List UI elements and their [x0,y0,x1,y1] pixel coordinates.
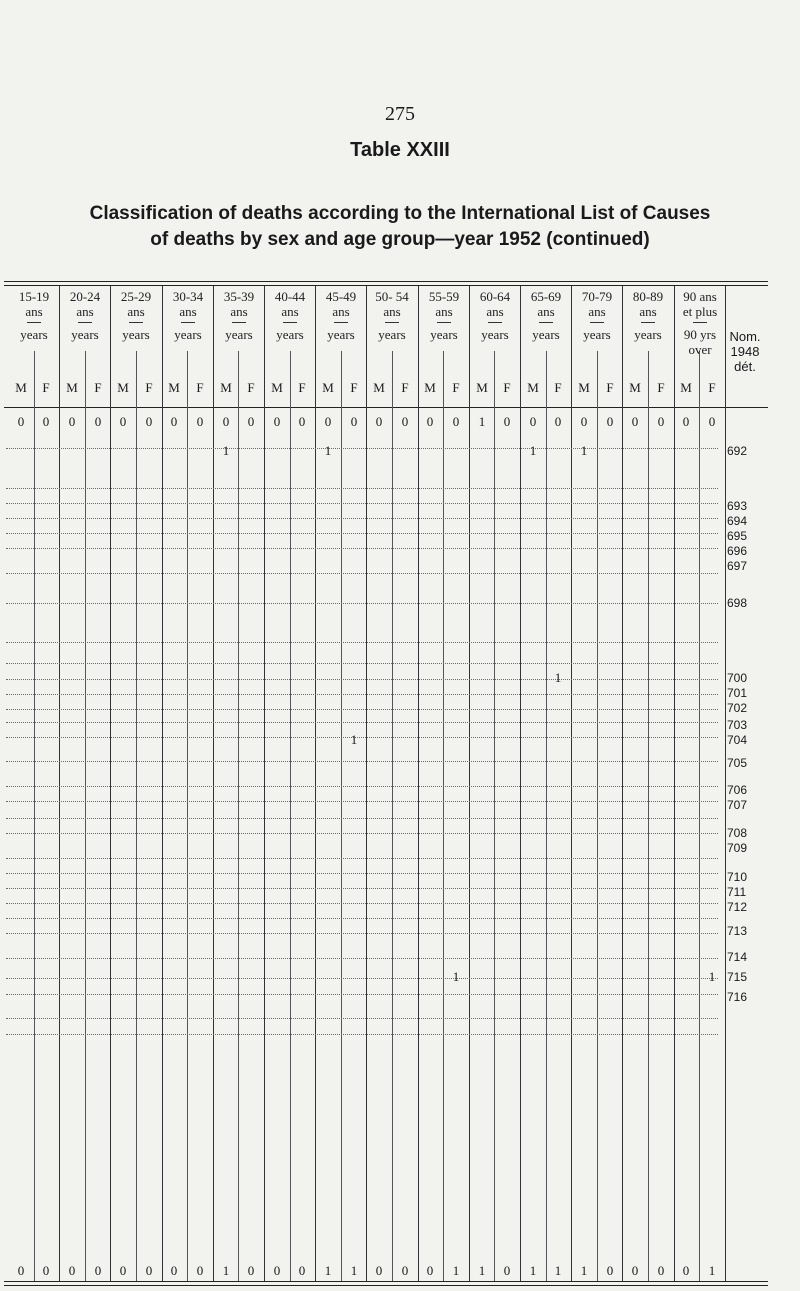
sex-label-female: F [452,380,460,395]
age-range-label: 35-39 [223,289,255,304]
data-cell: 1 [554,670,562,685]
first-row-cell: 0 [503,414,511,429]
total-row-cell: 0 [606,1263,614,1278]
age-unit-fr: ans [486,304,504,319]
age-group-divider [520,286,521,1281]
header-dash [181,322,195,323]
total-row-cell: 0 [631,1263,639,1278]
sex-divider [187,351,188,1281]
total-row-cell: 0 [68,1263,76,1278]
age-unit-en: years [378,327,406,342]
age-unit-fr: ans [435,304,453,319]
nomenclature-header-line: Nom. [729,329,761,344]
age-group-divider [110,286,111,1281]
header-dash [693,322,707,323]
dotted-leader [6,873,718,874]
data-cell: 1 [452,969,460,984]
age-range-label: 20-24 [69,289,101,304]
sex-divider [392,351,393,1281]
dotted-leader [6,573,718,574]
bottom-rule [4,1281,768,1282]
first-row-cell: 0 [708,414,716,429]
nomenclature-code: 693 [727,499,748,513]
header-dash [232,322,246,323]
age-unit-fr: ans [537,304,555,319]
age-unit-en: years [583,327,611,342]
nomenclature-code: 712 [727,900,748,914]
sex-label-male: M [271,380,283,395]
sex-label-male: M [168,380,180,395]
dotted-leader [6,994,718,995]
page-number: 275 [385,103,415,125]
total-row-cell: 0 [196,1263,204,1278]
age-group-header [162,289,214,342]
nomenclature-code: 708 [727,826,748,840]
first-row-cell: 0 [529,414,537,429]
data-cell: 1 [222,443,230,458]
sex-label-female: F [298,380,306,395]
dotted-leader [6,548,718,549]
nomenclature-code: 703 [727,718,748,732]
age-group-header [622,289,674,342]
age-group-divider [418,286,419,1281]
total-row-cell: 0 [42,1263,50,1278]
header-dash [385,322,399,323]
first-row-cell: 0 [324,414,332,429]
total-row-cell: 0 [426,1263,434,1278]
data-cell: 1 [529,443,537,458]
sex-label-male: M [680,380,692,395]
dotted-leader [6,858,718,859]
total-row-cell: 0 [375,1263,383,1278]
age-group-header [315,289,367,342]
first-row-cell: 0 [401,414,409,429]
age-unit-en: years [174,327,202,342]
first-row-cell: 0 [273,414,281,429]
header-dash [641,322,655,323]
age-unit-en: 90 yrs [683,327,717,342]
table-subtitle-line-2: of deaths by sex and age group—year 1952 (continued) [150,229,650,250]
dotted-leader [6,918,718,919]
age-group-header [674,289,726,357]
total-row-cell: 0 [94,1263,102,1278]
sex-label-female: F [350,380,358,395]
header-dash [78,322,92,323]
dotted-leader [6,603,718,604]
age-unit-en: years [71,327,99,342]
age-group-header [366,289,418,342]
age-unit-en: years [634,327,662,342]
age-range-label: 50- 54 [375,289,409,304]
bottom-rule-inner [4,1285,768,1286]
age-range-label: 65-69 [530,289,562,304]
age-group-divider [622,286,623,1281]
first-row-cell: 0 [426,414,434,429]
nomenclature-code: 695 [727,529,748,543]
first-row-cell: 0 [170,414,178,429]
first-row-cell: 0 [222,414,230,429]
age-unit-en: years [532,327,560,342]
total-row-cell: 0 [298,1263,306,1278]
dotted-leader [6,663,718,664]
age-group-divider [162,286,163,1281]
first-row-cell: 0 [42,414,50,429]
sex-label-female: F [708,380,716,395]
age-group-header [8,289,60,342]
age-unit-fr: ans [179,304,197,319]
header-dash [334,322,348,323]
sex-label-male: M [117,380,129,395]
top-rule [4,281,768,282]
dotted-leader [6,533,718,534]
sex-label-female: F [94,380,102,395]
data-cell: 1 [350,732,358,747]
age-unit-en: years [430,327,458,342]
age-range-label: 55-59 [428,289,460,304]
nomenclature-code: 702 [727,701,748,715]
age-group-header [520,289,572,342]
sex-divider [341,351,342,1281]
dotted-leader [6,488,718,489]
nomenclature-header [723,329,767,374]
age-unit-en: years [276,327,304,342]
total-row-cell: 1 [580,1263,588,1278]
sex-label-female: F [554,380,562,395]
total-row-cell: 0 [145,1263,153,1278]
first-row-cell: 0 [580,414,588,429]
first-row-cell: 0 [145,414,153,429]
first-row-cell: 0 [657,414,665,429]
first-row-cell: 0 [247,414,255,429]
nomenclature-code: 692 [727,444,748,458]
dotted-leader [6,786,718,787]
age-group-header [469,289,521,342]
nomenclature-code: 706 [727,783,748,797]
header-dash [539,322,553,323]
age-unit-fr: ans [127,304,145,319]
data-cell: 1 [324,443,332,458]
first-row-cell: 0 [298,414,306,429]
age-unit-en-2: over [688,342,712,357]
header-dash [437,322,451,323]
top-rule-inner [4,285,768,286]
nomenclature-code: 711 [727,885,747,899]
nomenclature-code: 700 [727,671,748,685]
nomenclature-code: 710 [727,870,748,884]
total-row-cell: 0 [247,1263,255,1278]
nomenclature-code: 698 [727,596,748,610]
header-dash [488,322,502,323]
dotted-leader [6,903,718,904]
total-row-cell: 0 [17,1263,25,1278]
dotted-leader [6,958,718,959]
sex-label-female: F [247,380,255,395]
dotted-leader [6,694,718,695]
total-row-cell: 0 [503,1263,511,1278]
age-unit-fr: et plus [682,304,718,319]
age-unit-fr: ans [639,304,657,319]
sex-label-female: F [503,380,511,395]
age-group-header [418,289,470,342]
first-row-cell: 0 [119,414,127,429]
age-group-divider [213,286,214,1281]
sex-label-female: F [657,380,665,395]
age-group-header [571,289,623,342]
dotted-leader [6,933,718,934]
dotted-leader [6,709,718,710]
age-group-divider [366,286,367,1281]
age-range-label: 90 ans [683,289,717,304]
dotted-leader [6,761,718,762]
dotted-leader [6,518,718,519]
sex-label-male: M [66,380,78,395]
sex-label-male: M [527,380,539,395]
dotted-leader [6,833,718,834]
age-range-label: 25-29 [120,289,152,304]
dotted-leader [6,722,718,723]
sex-label-female: F [42,380,50,395]
nomenclature-code: 701 [727,686,748,700]
dotted-leader [6,978,718,979]
sex-label-male: M [476,380,488,395]
age-group-header [264,289,316,342]
nomenclature-code: 716 [727,990,748,1004]
age-unit-en: years [20,327,48,342]
sex-divider [290,351,291,1281]
total-row-cell: 1 [350,1263,358,1278]
age-unit-en: years [122,327,150,342]
age-unit-fr: ans [588,304,606,319]
sex-label-male: M [322,380,334,395]
total-row-cell: 1 [222,1263,230,1278]
total-row-cell: 0 [657,1263,665,1278]
total-row-cell: 0 [170,1263,178,1278]
data-cell: 1 [708,969,716,984]
dotted-leader [6,448,718,449]
age-group-divider [469,286,470,1281]
total-row-cell: 1 [554,1263,562,1278]
nomenclature-code: 714 [727,950,748,964]
dotted-leader [6,1034,718,1035]
table-subtitle-line-1: Classification of deaths according to the International List of Causes [89,203,711,224]
sex-divider [597,351,598,1281]
nomenclature-code: 713 [727,924,748,938]
sex-divider [546,351,547,1281]
nomenclature-code: 694 [727,514,748,528]
first-row-cell: 0 [554,414,562,429]
sex-divider [699,351,700,1281]
dotted-leader [6,801,718,802]
sex-label-male: M [629,380,641,395]
sex-divider [494,351,495,1281]
age-unit-fr: ans [332,304,350,319]
age-range-label: 45-49 [325,289,357,304]
sex-label-male: M [373,380,385,395]
dotted-leader [6,888,718,889]
total-row-cell: 1 [324,1263,332,1278]
first-row-cell: 0 [94,414,102,429]
sex-label-male: M [220,380,232,395]
sex-divider [443,351,444,1281]
first-row-cell: 0 [196,414,204,429]
first-row-cell: 0 [68,414,76,429]
age-group-divider [725,286,726,1281]
nomenclature-code: 696 [727,544,748,558]
age-group-divider [264,286,265,1281]
age-range-label: 80-89 [632,289,664,304]
nomenclature-code: 697 [727,559,748,573]
nomenclature-code: 707 [727,798,748,812]
nomenclature-header-line: 1948 [730,344,760,359]
dotted-leader [6,1018,718,1019]
age-unit-en: years [225,327,253,342]
first-row-cell: 0 [350,414,358,429]
sex-divider [238,351,239,1281]
header-dash [590,322,604,323]
age-unit-en: years [327,327,355,342]
age-range-label: 60-64 [479,289,511,304]
header-dash [283,322,297,323]
header-dash [27,322,41,323]
age-unit-fr: ans [383,304,401,319]
age-range-label: 70-79 [581,289,613,304]
age-group-divider [674,286,675,1281]
total-row-cell: 0 [682,1263,690,1278]
age-unit-fr: ans [230,304,248,319]
nomenclature-code: 704 [727,733,748,747]
total-row-cell: 1 [478,1263,486,1278]
first-row-cell: 0 [682,414,690,429]
total-row-cell: 0 [273,1263,281,1278]
sex-label-female: F [196,380,204,395]
age-unit-fr: ans [25,304,43,319]
total-row-cell: 1 [529,1263,537,1278]
nomenclature-code: 705 [727,756,748,770]
header-rule [4,407,768,408]
sex-label-female: F [606,380,614,395]
sex-label-female: F [145,380,153,395]
sex-label-male: M [578,380,590,395]
first-row-cell: 0 [631,414,639,429]
first-row-cell: 1 [478,414,486,429]
first-row-cell: 0 [606,414,614,429]
age-group-divider [59,286,60,1281]
dotted-leader [6,818,718,819]
age-range-label: 40-44 [274,289,306,304]
age-group-header [213,289,265,342]
total-row-cell: 0 [401,1263,409,1278]
age-group-header [59,289,111,342]
age-group-divider [315,286,316,1281]
sex-divider [136,351,137,1281]
age-unit-fr: ans [281,304,299,319]
dotted-leader [6,642,718,643]
dotted-leader [6,679,718,680]
nomenclature-header-line: dét. [734,359,756,374]
sex-label-female: F [401,380,409,395]
sex-label-male: M [15,380,27,395]
age-unit-fr: ans [76,304,94,319]
sex-divider [648,351,649,1281]
table-title: Table XXIII [350,139,450,161]
sex-divider [34,351,35,1281]
total-row-cell: 1 [452,1263,460,1278]
age-group-divider [571,286,572,1281]
header-dash [129,322,143,323]
first-row-cell: 0 [17,414,25,429]
age-range-label: 30-34 [172,289,204,304]
data-cell: 1 [580,443,588,458]
total-row-cell: 0 [119,1263,127,1278]
age-group-header [110,289,162,342]
first-row-cell: 0 [375,414,383,429]
sex-divider [85,351,86,1281]
nomenclature-code: 709 [727,841,748,855]
total-row-cell: 1 [708,1263,716,1278]
dotted-leader [6,503,718,504]
first-row-cell: 0 [452,414,460,429]
age-unit-en: years [481,327,509,342]
nomenclature-code: 715 [727,970,748,984]
age-range-label: 15-19 [18,289,50,304]
sex-label-male: M [424,380,436,395]
